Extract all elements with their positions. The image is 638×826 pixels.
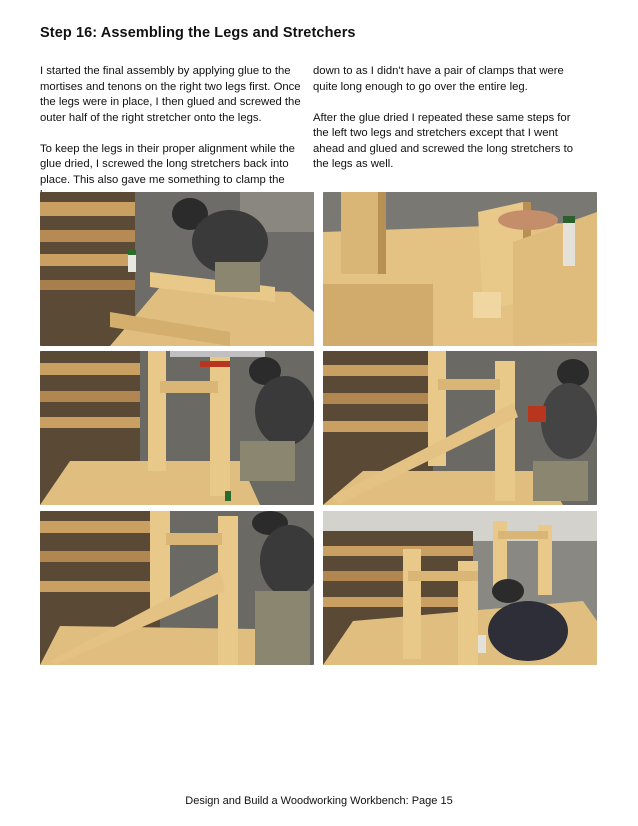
- photo-left-legs-assembly: [323, 511, 597, 665]
- photo-clamping-legs: [40, 351, 314, 505]
- photo-gluing-legs: [40, 192, 314, 346]
- page-footer: Design and Build a Woodworking Workbench: Page 15: [185, 795, 453, 807]
- photo-tenon-closeup: [323, 192, 597, 346]
- photo-leg-frame: [40, 511, 314, 665]
- step-title: Step 16: Assembling the Legs and Stretchers: [40, 25, 356, 41]
- text-column-right: [313, 64, 585, 188]
- paragraph: I started the final assembly by applying glue to the mortises and tenons on the right two legs first. Once the legs were in place, I then glued and screwed the outer half of the right stretcher onto the legs.: [40, 65, 301, 124]
- paragraph: down to as I didn't have a pair of clamps that were quite long enough to go over the entire leg.: [313, 65, 564, 93]
- paragraph: To keep the legs in their proper alignment while the glue dried, I screwed the long stretchers back into place. This also gave me something to clamp the: [40, 142, 295, 186]
- paragraph: After the glue dried I repeated these same steps for the left two legs and stretchers except that I went ahead and glued and screwed the long stretchers to the legs as well.: [313, 111, 574, 170]
- photo-screwing-stretcher: [323, 351, 597, 505]
